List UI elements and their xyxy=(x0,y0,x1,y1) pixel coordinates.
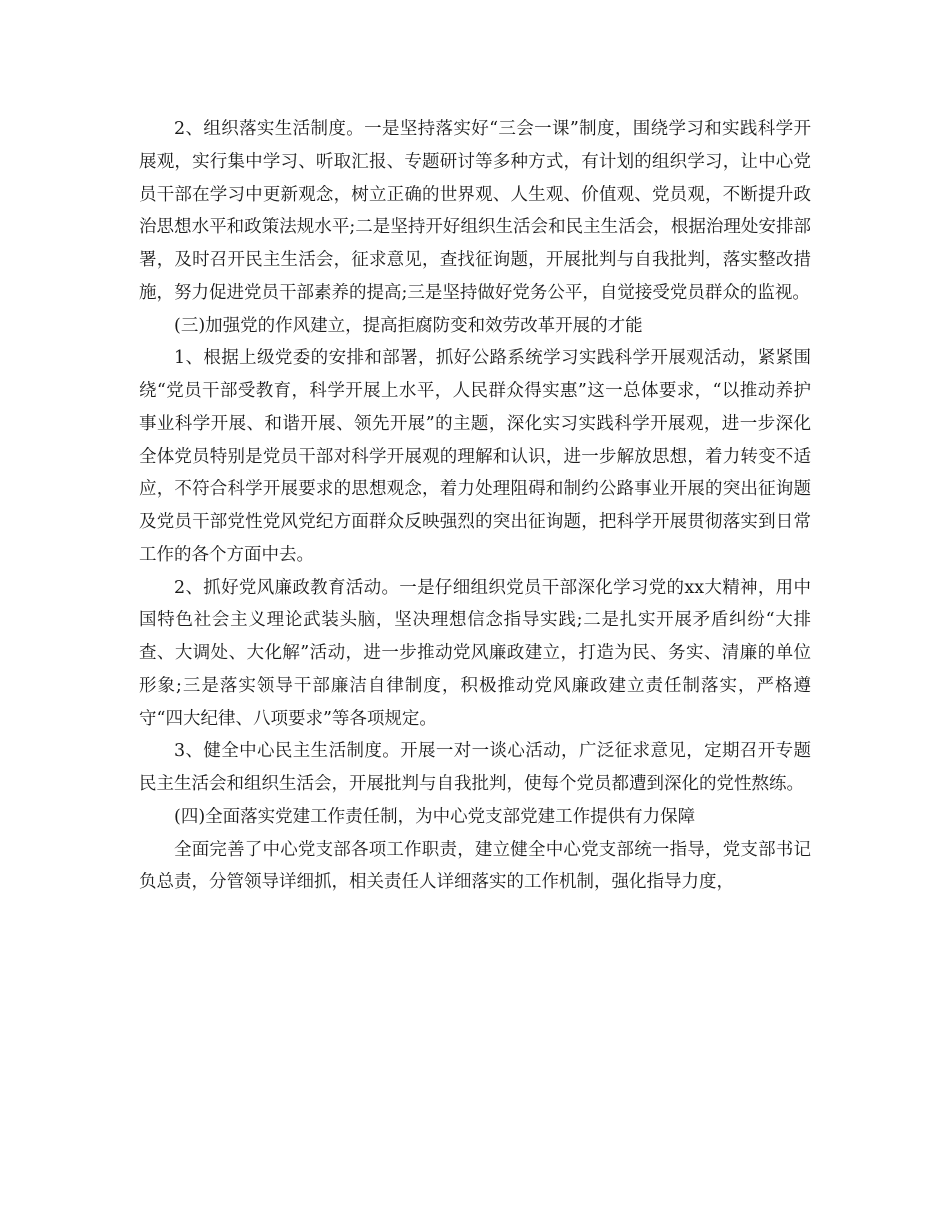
document-body xyxy=(139,113,811,899)
paragraph-science-development: 1、根据上级党委的安排和部署，抓好公路系统学习实践科学开展观活动，紧紧围绕“党员干部受教育，科学开展上水平，人民群众得实惠”这一总体要求，“以推动养护事业科学开展、和谐开展、领先开展”的主题，深化实习实践科学开展观，进一步深化全体党员特别是党员干部对科学开展观的理解和认识，进一步解放思想，着力转变不适应，不符合科学开展要求的思想观念，着力处理阻碍和制约公路事业开展的突出征询题及党员干部党性党风党纪方面群众反映强烈的突出征询题，把科学开展贯彻落实到日常工作的各个方面中去。 xyxy=(139,348,811,565)
paragraph-responsibility-system: 全面完善了中心党支部各项工作职责，建立健全中心党支部统一指导，党支部书记负总责，分管领导详细抓，相关责任人详细落实的工作机制，强化指导力度， xyxy=(139,839,811,893)
section-heading-4: (四)全面落实党建工作责任制，为中心党支部党建工作提供有力保障 xyxy=(174,806,696,827)
paragraph-democratic-life: 3、健全中心民主生活制度。开展一对一谈心活动，广泛征求意见，定期召开专题民主生活会和组织生活会，开展批判与自我批判，使每个党员都遭到深化的党性熬练。 xyxy=(139,741,811,794)
paragraph-integrity-education: 2、抓好党风廉政教育活动。一是仔细组织党员干部深化学习党的xx大精神，用中国特色社会主义理论武装头脑，坚决理想信念指导实践;二是扎实开展矛盾纠纷“大排查、大调处、大化解”活动，进一步推动党风廉政建立，打造为民、务实、清廉的单位形象;三是落实领导干部廉洁自律制度，积极推动党风廉政建立责任制落实，严格遵守“四大纪律、八项要求”等各项规定。 xyxy=(139,577,811,729)
paragraph-organize-life-system: 2、组织落实生活制度。一是坚持落实好“三会一课”制度，围绕学习和实践科学开展观，实行集中学习、听取汇报、专题研讨等多种方式，有计划的组织学习，让中心党员干部在学习中更新观念，树立正确的世界观、人生观、价值观、党员观，不断提升政治思想水平和政策法规水平;二是坚持开好组织生活会和民主生活会，根据治理处安排部署，及时召开民主生活会，征求意见，查找征询题，开展批判与自我批判，落实整改措施，努力促进党员干部素养的提高;三是坚持做好党务公平，自觉接受党员群众的监视。 xyxy=(139,119,811,303)
section-heading-3: (三)加强党的作风建立，提高拒腐防变和效劳改革开展的才能 xyxy=(174,315,643,336)
